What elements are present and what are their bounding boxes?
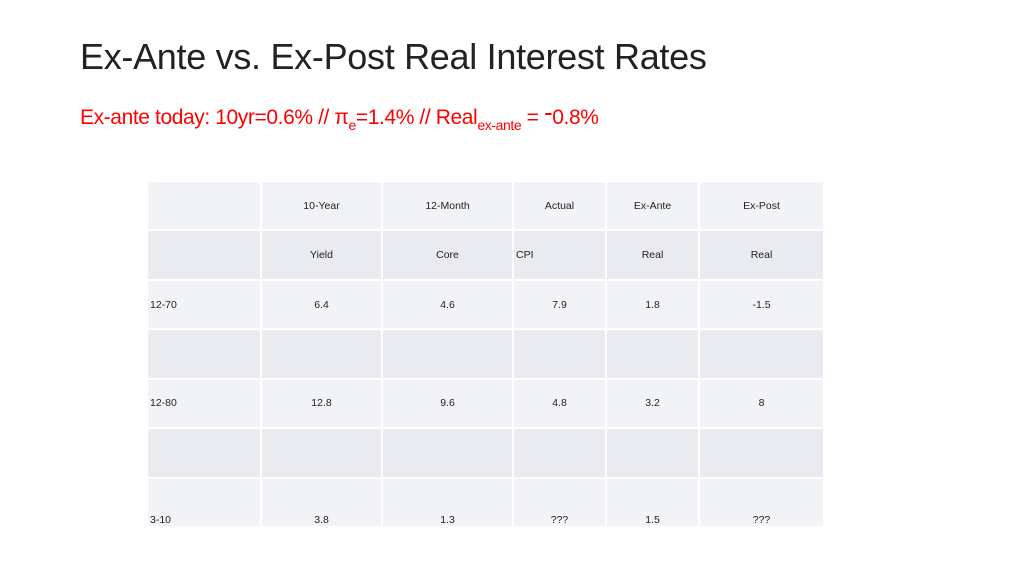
table-row-label: 12-80	[147, 379, 261, 428]
table-cell	[513, 329, 606, 378]
table-cell: 3.2	[606, 379, 699, 428]
table-row	[147, 379, 824, 428]
table-row	[147, 329, 824, 378]
table-row-label: 12-70	[147, 280, 261, 329]
slide-subtitle	[80, 97, 599, 133]
table-cell	[261, 428, 382, 477]
subtitle-part-3: =	[521, 106, 544, 129]
table-cell: 4.6	[382, 280, 513, 329]
rates-table-container	[146, 180, 823, 528]
table-cell: 4.8	[513, 379, 606, 428]
table-cell	[147, 428, 261, 477]
table-row	[147, 280, 824, 329]
table-row	[147, 428, 824, 477]
table-header-cell: Ex-Post	[699, 181, 824, 230]
table-cell	[261, 329, 382, 378]
rates-table	[146, 180, 825, 528]
subtitle-part-4: 0.8%	[552, 106, 599, 129]
table-header-cell: 12-Month	[382, 181, 513, 230]
table-header-cell: CPI	[513, 230, 606, 279]
table-cell: -1.5	[699, 280, 824, 329]
table-row	[147, 478, 824, 527]
table-cell: ???	[513, 478, 606, 527]
table-cell	[699, 428, 824, 477]
table-header-row-1	[147, 181, 824, 230]
table-header-row-2	[147, 230, 824, 279]
table-header-cell: Real	[606, 230, 699, 279]
table-cell: ???	[699, 478, 824, 527]
table-cell	[606, 329, 699, 378]
table-header-cell: Core	[382, 230, 513, 279]
table-cell	[382, 428, 513, 477]
table-header-cell: Actual	[513, 181, 606, 230]
table-cell	[382, 329, 513, 378]
table-cell: 1.5	[606, 478, 699, 527]
table-cell: 6.4	[261, 280, 382, 329]
table-cell	[147, 329, 261, 378]
subtitle-part-1: Ex-ante today: 10yr=0.6% // π	[80, 106, 349, 129]
table-cell: 3.8	[261, 478, 382, 527]
table-cell: 12.8	[261, 379, 382, 428]
slide-title: Ex-Ante vs. Ex-Post Real Interest Rates	[80, 36, 707, 77]
table-cell: 1.3	[382, 478, 513, 527]
table-header-cell: 10-Year	[261, 181, 382, 230]
table-cell: 9.6	[382, 379, 513, 428]
subtitle-subscript-e: e	[348, 117, 356, 133]
table-header-cell: Ex-Ante	[606, 181, 699, 230]
table-row-label: 3-10	[147, 478, 261, 527]
table-cell	[147, 181, 261, 230]
table-cell	[147, 230, 261, 279]
subtitle-minus-sign: -	[543, 97, 553, 127]
subtitle-subscript-ex-ante: ex-ante	[477, 117, 522, 133]
table-cell: 7.9	[513, 280, 606, 329]
table-cell	[513, 428, 606, 477]
subtitle-part-2: =1.4% // Real	[355, 106, 478, 129]
table-header-cell: Yield	[261, 230, 382, 279]
table-cell	[699, 329, 824, 378]
table-header-cell: Real	[699, 230, 824, 279]
table-cell	[606, 428, 699, 477]
table-cell: 1.8	[606, 280, 699, 329]
table-cell: 8	[699, 379, 824, 428]
